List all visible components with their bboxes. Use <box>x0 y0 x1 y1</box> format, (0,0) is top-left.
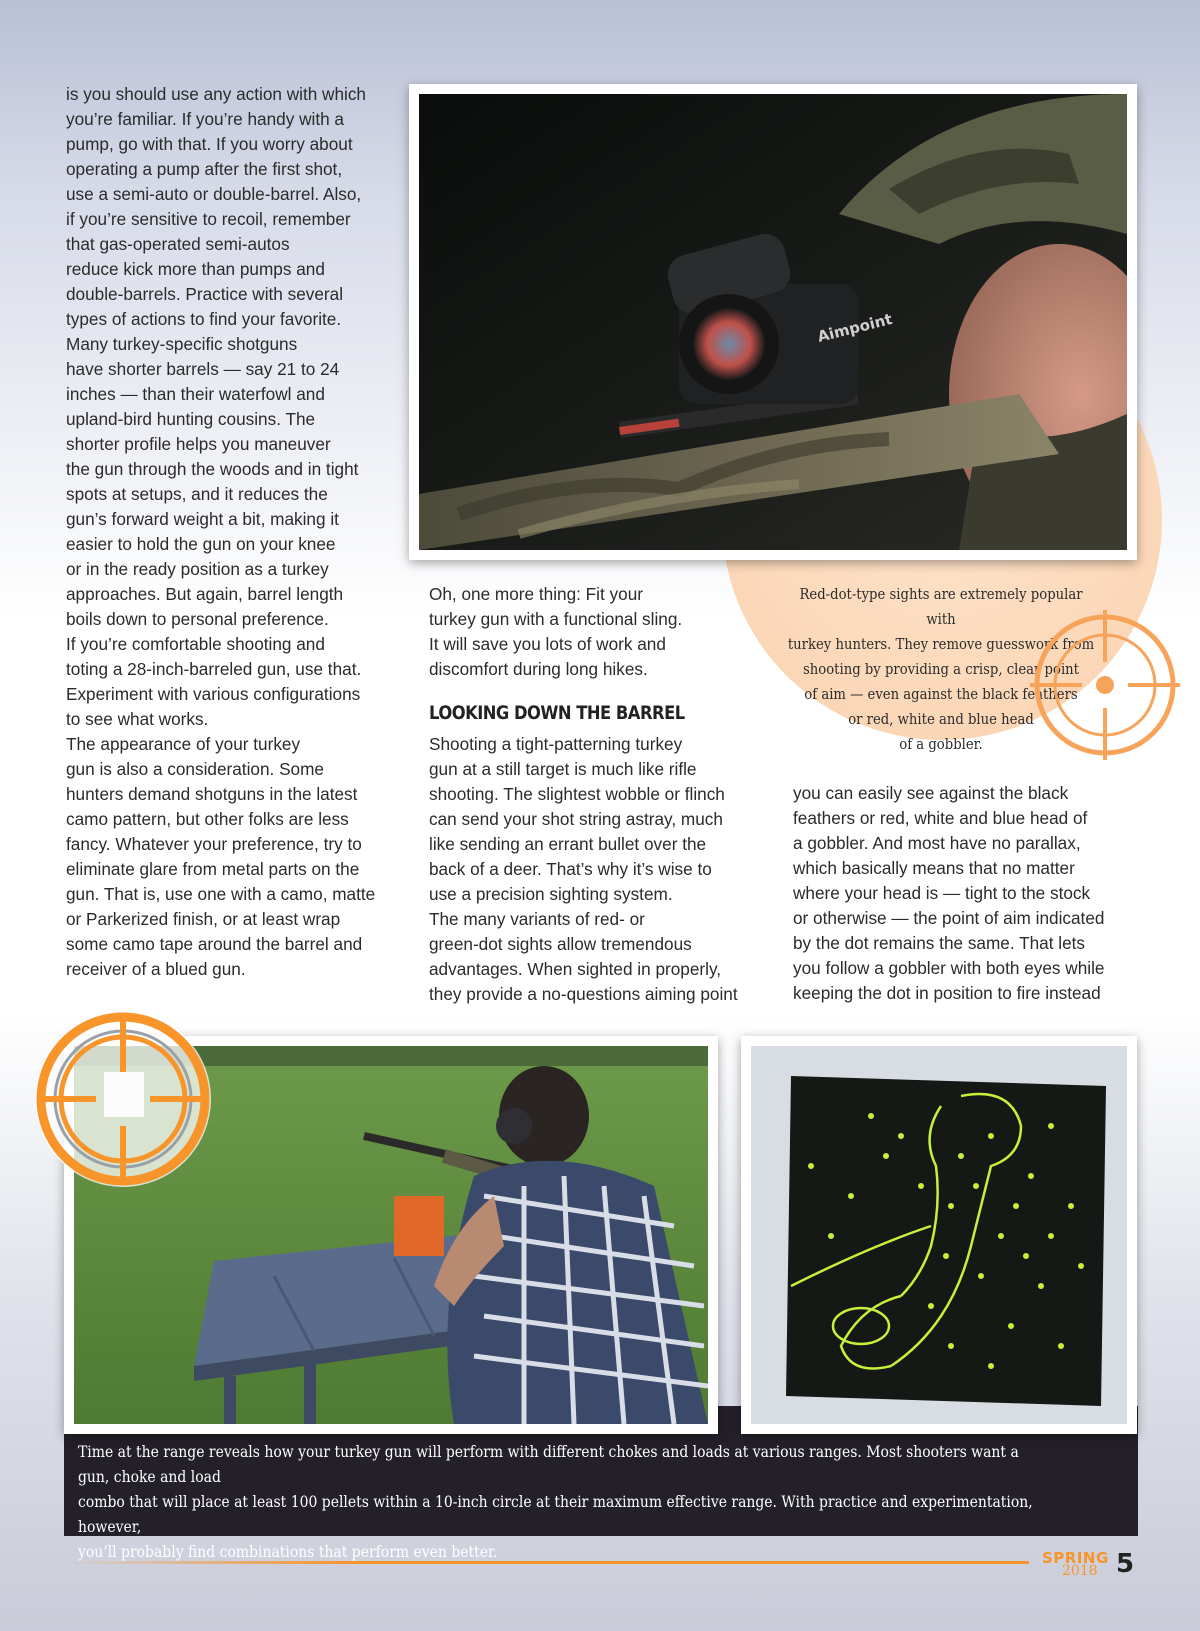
footer-rule <box>64 1561 1029 1564</box>
section-heading: LOOKING DOWN THE BARREL <box>429 702 685 724</box>
footer-season: SPRING <box>1042 1549 1109 1567</box>
pattern-target-photo <box>741 1036 1137 1434</box>
red-dot-caption: Red-dot-type sights are extremely popular with turkey hunters. They remove guesswork from shooting by providing a crisp, clear point of aim — even against the black feathers or red, white and blue head of a gobbler. <box>787 585 1095 753</box>
footer-year: 2018 <box>1062 1563 1098 1579</box>
body-column-3: you can easily see against the black feathers or red, white and blue head of a gobbler. And most have no parallax, which basically means that no matter where your head is — tight to the stock or otherwise — the point of aim indicated by the dot remains the same. That lets you follow a gobbler with both eyes while keeping the dot in position to fire instead <box>793 783 1105 1003</box>
crosshair-reticle-icon <box>1030 610 1180 760</box>
body-column-2-bottom: Shooting a tight-patterning turkey gun at a still target is much like rifle shooting. The slightest wobble or flinch can send your shot string astray, much like sending an errant bullet over the back of a deer. That’s why it’s wise to use a precision sighting system. The many variants of red- or green-dot sights allow tremendous advantages. When sighted in properly, they provide a no-questions aiming point <box>429 734 738 1004</box>
red-dot-sight-photo <box>409 84 1137 560</box>
body-column-1: is you should use any action with which you’re familiar. If you’re handy with a pump, go with that. If you worry about operating a pump after the first shot, use a semi-auto or double-barrel. Also, if you’re sensitive to recoil, remember that gas-operated semi-autos reduce kick more than pumps and double-barrels. Practice with several types of actions to find your favorite. Many turkey-specific shotguns have shorter barrels — say 21 to 24 inches — than their waterfowl and upland-bird hunting cousins. The shorter profile helps you maneuver the gun through the woods and in tight spots at setups, and it reduces the gun’s forward weight a bit, making it easier to hold the gun on your knee or in the ready position as a turkey approaches. But again, barrel length boils down to personal preference. If you’re comfortable shooting and toting a 28-inch-barreled gun, use that. Experiment with various configurations to see what works. The appearance of your turkey gun is also a consideration. Some hunters demand shotguns in the latest camo pattern, but other folks are less fancy. Whatever your preference, try to eliminate glare from metal parts on the gun. That is, use one with a camo, matte or Parkerized finish, or at least wrap some camo tape around the barrel and receiver of a blued gun. <box>66 84 376 979</box>
page-number: 5 <box>1116 1549 1135 1579</box>
pattern-target-image <box>751 1046 1127 1424</box>
red-dot-sight-image <box>419 94 1127 550</box>
body-column-2-top: Oh, one more thing: Fit your turkey gun with a functional sling. It will save you lots of work and discomfort during long hikes. <box>429 584 683 679</box>
sight-brand-label: Aimpoint <box>815 309 895 346</box>
crosshair-badge-icon <box>28 1004 218 1194</box>
range-caption: Time at the range reveals how your turkey gun will perform with different chokes and loads at various ranges. Most shooters want a gun, choke and load combo that will place at least 100 pellets within a 10-inch circle at their maximum effective range. With practice and experimentation, however, you’ll probably find combinations that perform even better. <box>78 1443 1033 1561</box>
